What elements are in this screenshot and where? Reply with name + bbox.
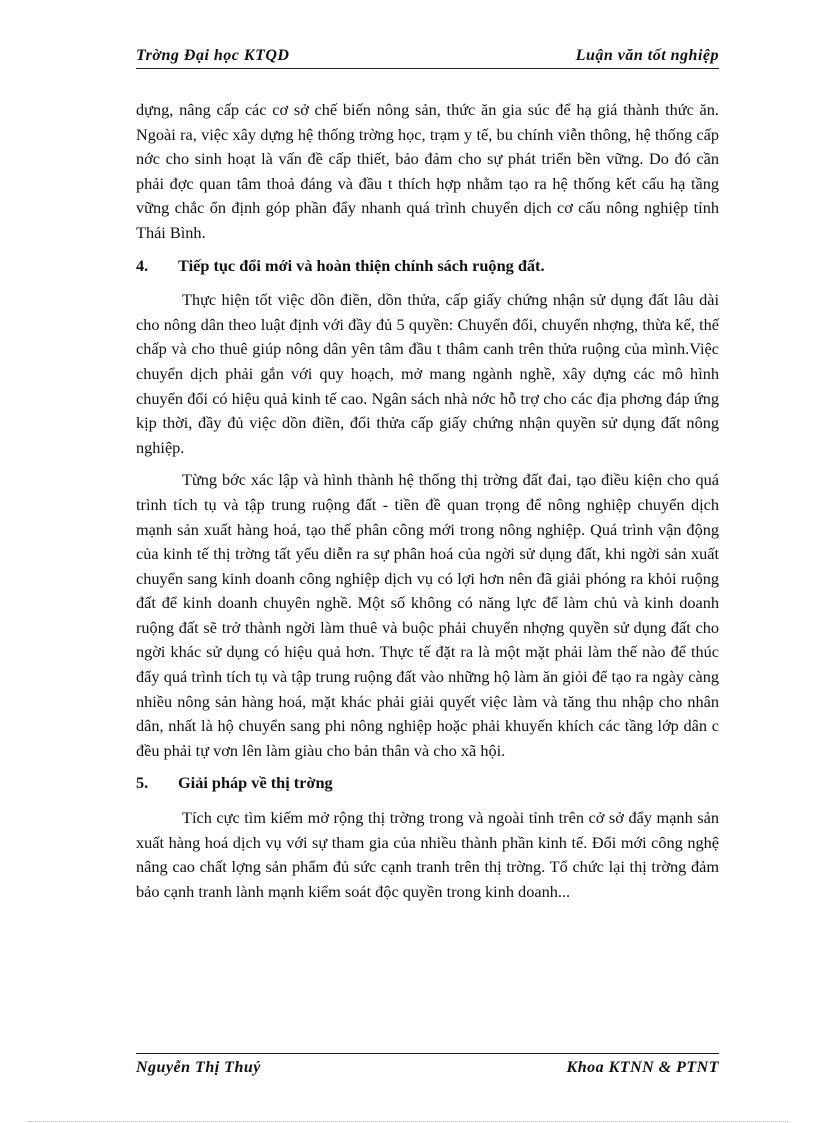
- section-number: 4.: [136, 255, 149, 275]
- section-number: 5.: [136, 773, 149, 793]
- header-doc-type: Luận văn tốt nghiệp: [575, 47, 719, 64]
- paragraph-market-solutions: Tích cực tìm kiếm mở rộng thị trờng trong và ngoài tỉnh trên cở sở đẩy mạnh sản xuất hàng hoá dịch vụ với sự tham gia của nhiều thành phần kinh tế. Đổi mới công nghệ nâng cao chất lợng sản phẩm đủ sức cạnh tranh trên thị trờng. Tổ chức lại thị trờng đảm bảo cạnh tranh lành mạnh kiểm soát độc quyền trong kinh doanh...: [136, 808, 719, 901]
- paragraph-land-market: Từng bớc xác lập và hình thành hệ thống thị trờng đất đai, tạo điều kiện cho quá trình tích tụ và tập trung ruộng đất - tiền đề quan trọng để nông nghiệp chuyển dịch mạnh sản xuất hàng hoá, tạo thế phân công mới trong nông nghiệp. Quá trình vận động của kinh tế thị trờng tất yếu diễn ra sự phân hoá của ngời sử dụng đất, khi ngời sản xuất chuyển sang kinh doanh công nghiệp dịch vụ có lợi hơn nên đã giải phóng ra khỏi ruộng đất để kinh doanh chuyên nghề. Một số không có năng lực để làm chủ và kinh doanh ruộng đất sẽ trở thành ngời làm thuê và buộc phải chuyển nhợng quyền sử dụng đất cho ngời khác sử dụng có hiệu quả hơn. Thực tế đặt ra là một mặt phải làm thế nào để thúc đẩy quá trình tích tụ và tập trung ruộng đất vào những hộ làm ăn giỏi để tạo ra ngày càng nhiều nông sản hàng hoá, mặt khác phải giải quyết việc làm và tăng thu nhập cho nhân dân, nhất là hộ chuyển sang phi nông nghiệp hoặc phải khuyến khích các tầng lớp dân c đều phải tự vơn lên làm giàu cho bản thân và cho xã hội.: [136, 470, 719, 760]
- section-title: Giải pháp về thị trờng: [178, 773, 333, 793]
- paragraph-infrastructure: dựng, nâng cấp các cơ sở chế biến nông sản, thức ăn gia súc để hạ giá thành thức ăn. Ngoài ra, việc xây dựng hệ thống trờng học, trạm y tế, bu chính viễn thông, hệ thống cấp nớc cho sinh hoạt là vấn đề cấp thiết, bảo đảm cho sự phát triển bền vững. Do đó cần phải đợc quan tâm thoả đáng và đầu t thích hợp nhằm tạo ra hệ thống kết cấu hạ tầng vững chắc ổn định góp phần đẩy nhanh quá trình chuyển dịch cơ cấu nông nghiệp tỉnh Thái Bình.: [136, 100, 719, 242]
- paragraph-land-consolidation: Thực hiện tốt việc dồn điền, dồn thửa, cấp giấy chứng nhận sử dụng đất lâu dài cho nông dân theo luật định với đầy đủ 5 quyền: Chuyển đổi, chuyển nhợng, thừa kế, thế chấp và cho thuê giúp nông dân yên tâm đầu t thâm canh trên thửa ruộng của mình.Việc chuyển dịch phải gắn với quy hoạch, mở mang ngành nghề, xây dựng các mô hình chuyển đổi có hiệu quả kinh tế cao. Ngân sách nhà nớc hỗ trợ cho các địa phơng đáp ứng kịp thời, đầy đủ việc dồn điền, đổi thửa cấp giấy chứng nhận quyền sử dụng đất nông nghiệp.: [136, 290, 719, 457]
- section-title: Tiếp tục đổi mới và hoàn thiện chính sách ruộng đất.: [178, 255, 545, 275]
- section-heading-5: [136, 771, 719, 796]
- page-header: [136, 46, 719, 69]
- footer-author: Nguyễn Thị Thuý: [136, 1059, 261, 1076]
- header-school: Trờng Đại học KTQD: [136, 47, 290, 64]
- footer-faculty: Khoa KTNN & PTNT: [566, 1059, 719, 1076]
- page-footer: [136, 1053, 719, 1081]
- section-heading-4: [136, 254, 719, 279]
- page-body: [136, 98, 719, 912]
- page-edge-divider: [28, 1121, 788, 1122]
